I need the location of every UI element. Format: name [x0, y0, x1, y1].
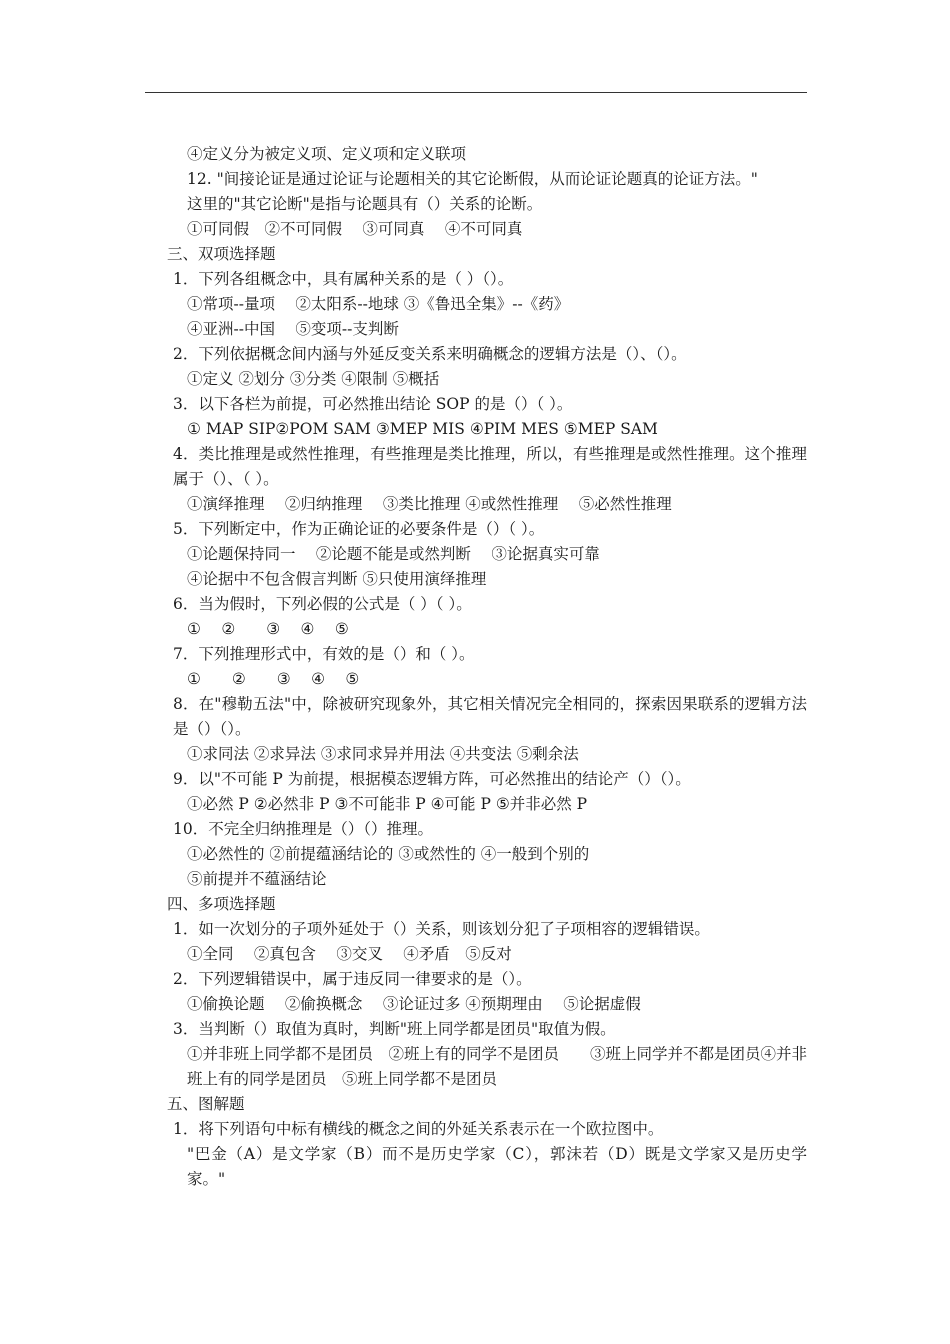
- option-line: ①可同假 ②不可同假 ③可同真 ④不可同真: [187, 220, 523, 238]
- option-line: ④论据中不包含假言判断 ⑤只使用演绎推理: [187, 570, 487, 588]
- option-line: ④定义分为被定义项、定义项和定义联项: [187, 145, 467, 163]
- option-line: ① ② ③ ④ ⑤: [187, 620, 349, 638]
- option-line: ①常项--量项 ②太阳系--地球 ③《鲁迅全集》--《药》: [187, 295, 570, 313]
- section-heading-5: 五、图解题: [167, 1095, 245, 1113]
- question-3-1: 1．下列各组概念中，具有属种关系的是（ ）（）。: [173, 270, 514, 288]
- question-3-5: 5．下列断定中，作为正确论证的必要条件是（）（ ）。: [173, 520, 545, 538]
- question-4-3: 3．当判断（）取值为真时，判断"班上同学都是团员"取值为假。: [173, 1020, 616, 1038]
- header-rule: [145, 92, 807, 93]
- option-line: ① ② ③ ④ ⑤: [187, 670, 360, 688]
- question-4-2: 2．下列逻辑错误中，属于违反同一律要求的是（）。: [173, 970, 532, 988]
- option-line: ①演绎推理 ②归纳推理 ③类比推理 ④或然性推理 ⑤必然性推理: [187, 495, 672, 513]
- question-3-8: 8．在"穆勒五法"中，除被研究现象外，其它相关情况完全相同的，探索因果联系的逻辑方法是（）（）。: [173, 695, 807, 738]
- option-line: ①必然 P ②必然非 P ③不可能非 P ④可能 P ⑤并非必然 P: [187, 795, 588, 813]
- option-line: ① MAP SIP②POM SAM ③MEP MIS ④PIM MES ⑤MEP SAM: [187, 420, 658, 438]
- option-line: ①必然性的 ②前提蕴涵结论的 ③或然性的 ④一般到个别的: [187, 845, 590, 863]
- question-3-10: 10．不完全归纳推理是（）（）推理。: [173, 820, 433, 838]
- option-line: ①定义 ②划分 ③分类 ④限制 ⑤概括: [187, 370, 440, 388]
- question-3-2: 2．下列依据概念间内涵与外延反变关系来明确概念的逻辑方法是（）、（）。: [173, 345, 687, 363]
- option-line: ①论题保持同一 ②论题不能是或然判断 ③论据真实可靠: [187, 545, 600, 563]
- option-line: ①并非班上同学都不是团员 ②班上有的同学不是团员 ③班上同学并不都是团员④并非班上有的同学是团员 ⑤班上同学都不是团员: [187, 1045, 808, 1088]
- option-line: ①求同法 ②求异法 ③求同求异并用法 ④共变法 ⑤剩余法: [187, 745, 579, 763]
- question-3-9: 9．以"不可能 P 为前提，根据模态逻辑方阵，可必然推出的结论产（）（）。: [173, 770, 691, 788]
- option-line: ①偷换论题 ②偷换概念 ③论证过多 ④预期理由 ⑤论据虚假: [187, 995, 641, 1013]
- section-heading-3: 三、双项选择题: [167, 245, 276, 263]
- question-12: 12. "间接论证是通过论证与论题相关的其它论断假，从而论证论题真的论证方法。": [187, 170, 758, 188]
- question-4-1: 1．如一次划分的子项外延处于（）关系，则该划分犯了子项相容的逻辑错误。: [173, 920, 710, 938]
- option-line: ⑤前提并不蕴涵结论: [187, 870, 327, 888]
- option-line: ①全同 ②真包含 ③交叉 ④矛盾 ⑤反对: [187, 945, 512, 963]
- question-3-4: 4．类比推理是或然性推理，有些推理是类比推理，所以，有些推理是或然性推理。这个推理属于（）、（ ）。: [173, 445, 807, 488]
- option-line: ④亚洲--中国 ⑤变项--支判断: [187, 320, 399, 338]
- document-body: [145, 142, 807, 1192]
- question-5-1: 1．将下列语句中标有横线的概念之间的外延关系表示在一个欧拉图中。: [173, 1120, 664, 1138]
- question-3-6: 6．当为假时，下列必假的公式是（ ）（ ）。: [173, 595, 472, 613]
- quoted-sentence: "巴金（A）是文学家（B）而不是历史学家（C），郭沫若（D）既是文学家又是历史学家。": [187, 1145, 807, 1188]
- section-heading-4: 四、多项选择题: [167, 895, 276, 913]
- question-3-3: 3．以下各栏为前提，可必然推出结论 SOP 的是（）（ ）。: [173, 395, 573, 413]
- question-12-cont: 这里的"其它论断"是指与论题具有（）关系的论断。: [187, 195, 543, 213]
- question-3-7: 7．下列推理形式中，有效的是（）和（ ）。: [173, 645, 475, 663]
